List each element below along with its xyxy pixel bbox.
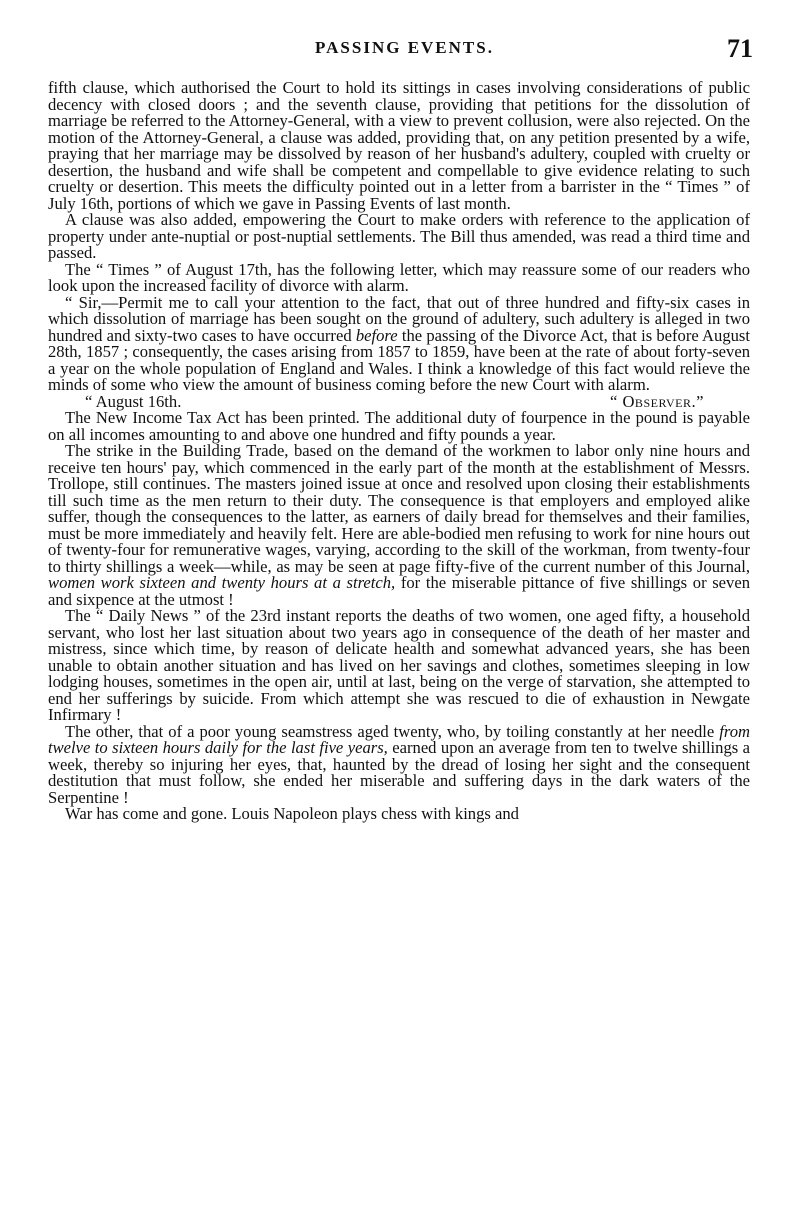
paragraph-seamstress (48, 721, 751, 807)
letter-quote (48, 292, 750, 394)
letter-signature: “ Observer.” (609, 391, 704, 411)
letter-text-continued: the passing of the Divorce Act, that is before August 28th, 1857 ; consequently, the cases arising from 1857 to 1859, have been at the rate of about forty-seven a year on the whole population of England and Wales. I think a knowledge of this fact would relieve the minds of some who view the amount of business coming before the new Court with alarm. (48, 325, 750, 394)
strike-emphasis: women work sixteen and twenty hours at a stretch, (48, 573, 396, 592)
page-number: 71 (727, 34, 753, 63)
paragraph-war: War has come and gone. Louis Napoleon plays chess with kings and (65, 804, 519, 823)
seamstress-emphasis: from twelve to sixteen hours daily for the last five years, (48, 721, 750, 757)
paragraph: The “ Times ” of August 17th, has the following letter, which may reassure some of our readers who look upon the increased facility of divorce with alarm. (48, 259, 750, 295)
page-header (0, 34, 809, 64)
running-head: PASSING EVENTS. (315, 38, 494, 57)
letter-emphasis: before (355, 325, 398, 345)
letter-date: “ August 16th. (85, 391, 182, 411)
seamstress-text-continued: earned upon an average from ten to twelve shillings a week, thereby so injuring her eyes, that, haunted by the dread of losing her sight and the consequent destitution that must follow, she ended her miserable and suffering days in the dark waters of the Serpentine ! (48, 738, 751, 807)
paragraph: fifth clause, which authorised the Court to hold its sittings in cases involving considerations of public decency with closed doors ; and the seventh clause, providing that petitions for the dissolution of marriage be referred to the Attorney-General, with a view to prevent collusion, were also rejected. On the motion of the Attorney-General, a clause was added, providing that, on any petition presented by a wife, praying that her marriage may be dissolved by reason of her husband's adultery, coupled with cruelty or desertion, the husband and wife shall be competent and compellable to give evidence relating to such cruelty or desertion. This meets the difficulty pointed out in a letter from a barrister in the “ Times ” of July 16th, portions of which we gave in Passing Events of last month. (48, 78, 750, 213)
paragraph-daily-news: The “ Daily News ” of the 23rd instant reports the deaths of two women, one aged fifty, a household servant, who lost her last situation about two years ago in consequence of the death of her master and mistress, since which time, by reason of delicate health and somewhat advanced years, she has been unable to obtain another situation and has lived on her savings and clothes, sometimes sleeping in low lodging houses, sometimes in the open air, until at last, being on the verge of starvation, she attempted to end her sufferings by suicide. From which attempt she was rescued to die of exhaustion in Newgate Infirmary ! (48, 606, 750, 724)
strike-text-continued: for the miserable pittance of five shillings or seven and sixpence at the utmost ! (48, 573, 751, 609)
paragraph-income-tax: The New Income Tax Act has been printed. The additional duty of fourpence in the pound is payable on all incomes amounting to and above one hundred and fifty pounds a year. (48, 408, 750, 444)
seamstress-text: The other, that of a poor young seamstress aged twenty, who, by toiling constantly at her needle (65, 721, 715, 741)
paragraph-strike (48, 443, 750, 608)
strike-text: The strike in the Building Trade, based on the demand of the workmen to labor only nine hours and receive ten hours' pay, which commenced in the early part of the month at the establishment of Messrs. Trollope, still continues. The masters joined issue at once and resolved upon closing their establishments till such time as the men return to their duty. The consequence is that employers and employed alike suffer, though the consequences to the latter, as earners of daily bread for themselves and their families, must be more immediately and heavily felt. Here are able-bodied men refusing to work for nine hours out of twenty-four for remunerative wages, varying, according to the skill of the workman, from twenty-four to thirty shillings a week—while, as may be seen at page fifty-five of the current number of this Journal, (48, 441, 750, 576)
article-body (48, 80, 750, 823)
letter-text: “ Sir,—Permit me to call your attention to the fact, that out of three hundred and fifty-six cases in which dissolution of marriage has been sought on the ground of adultery, such adultery is alleged in two hundred and sixty-two cases to have occurred (48, 292, 750, 345)
paragraph: A clause was also added, empowering the Court to make orders with reference to the application of property under ante-nuptial or post-nuptial settlements. The Bill thus amended, was read a third time and passed. (48, 210, 750, 262)
